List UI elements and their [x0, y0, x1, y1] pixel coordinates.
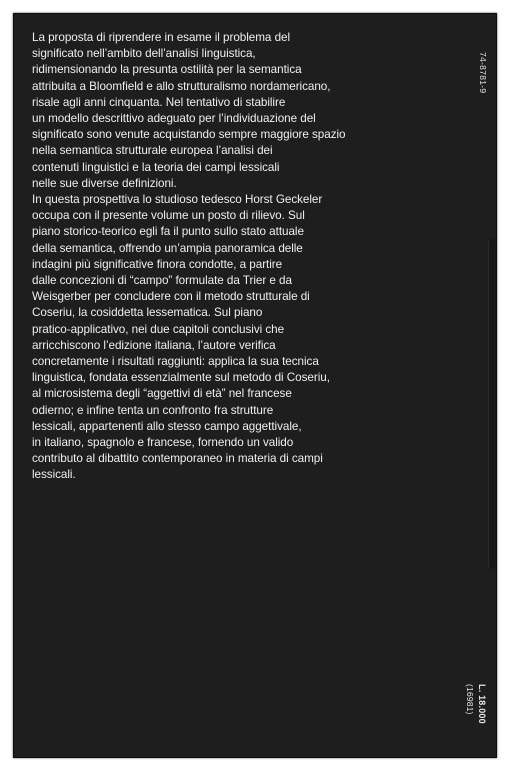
blurb-line: ridimensionando la presunta ostilità per la semantica [32, 63, 302, 77]
book-back-cover [13, 13, 497, 758]
blurb-line: risale agli anni cinquanta. Nel tentativo di stabilire [32, 95, 286, 109]
blurb-line: in italiano, spagnolo e francese, fornendo un valido [32, 436, 294, 450]
blurb-line: pratico-applicativo, nei due capitoli conclusivi che [32, 322, 285, 336]
blurb-line: odierno; e infine tenta un confronto fra strutture [32, 403, 274, 417]
blurb-line: nelle sue diverse definizioni. [32, 176, 177, 190]
blurb-line: Weisgerber per concludere con il metodo strutturale di [32, 290, 310, 304]
blurb-line: dalle concezioni di “campo” formulate da Trier e da [32, 274, 292, 288]
blurb-line: nella semantica strutturale europea l’analisi dei [32, 144, 273, 158]
spine-edge [488, 239, 496, 569]
isbn-code: 74-8781-9 [478, 52, 488, 94]
blurb-line: significato sono venute acquistando sempre maggiore spazio [32, 128, 346, 142]
blurb-line: La proposta di riprendere in esame il problema del [32, 31, 291, 44]
blurb-line: linguistica, fondata essenzialmente sul metodo di Coseriu, [32, 371, 330, 385]
blurb-line: al microsistema degli “aggettivi di età” nel francese [32, 387, 292, 401]
blurb-line: Coseriu, la cosiddetta lessematica. Sul piano [32, 306, 263, 320]
blurb-line: significato nell’ambito dell’analisi linguistica, [32, 47, 256, 61]
blurb-line: contributo al dibattito contemporaneo in materia di campi [32, 452, 323, 466]
price-label: L. 18.000 [477, 684, 487, 724]
catalog-code: (16981) [465, 684, 475, 715]
blurb-line: In questa prospettiva lo studioso tedesco Horst Geckeler [32, 193, 323, 207]
blurb-line: della semantica, offrendo un’ampia panoramica delle [32, 241, 303, 255]
blurb-line: concretamente i risultati raggiunti: applica la sua tecnica [32, 355, 319, 369]
blurb-line: contenuti linguistici e la teoria dei campi lessicali [32, 160, 280, 174]
cover-blurb [32, 30, 412, 484]
blurb-line: lessicali, appartenenti allo stesso campo aggettivale, [32, 419, 302, 433]
blurb-line: arricchiscono l’edizione italiana, l’autore verifica [32, 338, 276, 352]
blurb-line: attribuita a Bloomfield e allo strutturalismo nordamericano, [32, 79, 331, 93]
blurb-line: lessicali. [32, 468, 76, 482]
blurb-line: piano storico-teorico egli fa il punto sullo stato attuale [32, 225, 304, 239]
blurb-line: indagini più significative finora condotte, a partire [32, 257, 283, 271]
blurb-line: occupa con il presente volume un posto di rilievo. Sul [32, 209, 305, 223]
blurb-line: un modello descrittivo adeguato per l’individuazione del [32, 112, 316, 126]
